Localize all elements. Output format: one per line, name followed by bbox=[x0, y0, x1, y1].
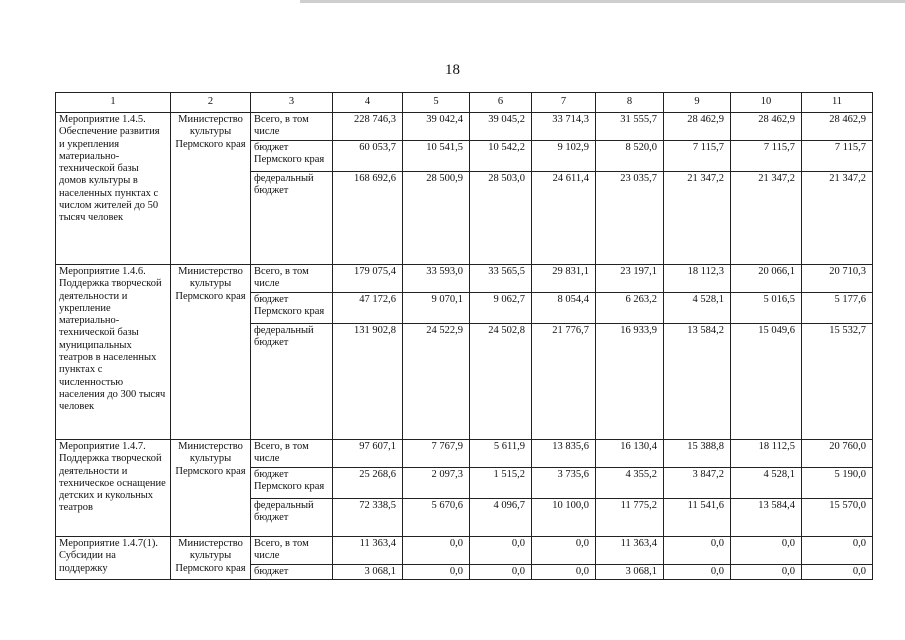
amount-cell: 0,0 bbox=[532, 565, 596, 580]
amount-cell: 7 115,7 bbox=[664, 141, 731, 172]
amount-cell: 179 075,4 bbox=[333, 265, 403, 293]
funding-source-cell: Всего, в том числе bbox=[251, 265, 333, 293]
amount-cell: 4 096,7 bbox=[470, 499, 532, 537]
amount-cell: 3 068,1 bbox=[596, 565, 664, 580]
amount-cell: 9 062,7 bbox=[470, 293, 532, 324]
activity-name-cell: Мероприятие 1.4.7. Поддержка творческой деятельности и техническое оснащение детских и кукольных театров bbox=[56, 440, 171, 537]
amount-cell: 0,0 bbox=[802, 537, 873, 565]
amount-cell: 9 102,9 bbox=[532, 141, 596, 172]
amount-cell: 13 835,6 bbox=[532, 440, 596, 468]
budget-table bbox=[55, 92, 873, 580]
amount-cell: 11 775,2 bbox=[596, 499, 664, 537]
amount-cell: 39 045,2 bbox=[470, 113, 532, 141]
column-header: 11 bbox=[802, 93, 873, 113]
table-row bbox=[56, 265, 873, 293]
amount-cell: 20 710,3 bbox=[802, 265, 873, 293]
funding-source-cell: бюджет Пермского края bbox=[251, 141, 333, 172]
amount-cell: 20 760,0 bbox=[802, 440, 873, 468]
amount-cell: 5 611,9 bbox=[470, 440, 532, 468]
executor-cell: Министерство культуры Пермского края bbox=[171, 537, 251, 580]
amount-cell: 0,0 bbox=[403, 537, 470, 565]
table-row bbox=[56, 537, 873, 565]
executor-cell: Министерство культуры Пермского края bbox=[171, 113, 251, 265]
funding-source-cell: федеральный бюджет bbox=[251, 324, 333, 440]
activity-name-cell: Мероприятие 1.4.6. Поддержка творческой деятельности и укрепление материально-технической базы муниципальных театров в населенных пунктах с численностью населения до 300 тысяч человек bbox=[56, 265, 171, 440]
column-header: 1 bbox=[56, 93, 171, 113]
column-header: 8 bbox=[596, 93, 664, 113]
amount-cell: 0,0 bbox=[731, 537, 802, 565]
amount-cell: 4 528,1 bbox=[664, 293, 731, 324]
amount-cell: 5 190,0 bbox=[802, 468, 873, 499]
column-header: 6 bbox=[470, 93, 532, 113]
amount-cell: 23 197,1 bbox=[596, 265, 664, 293]
amount-cell: 7 115,7 bbox=[731, 141, 802, 172]
amount-cell: 23 035,7 bbox=[596, 172, 664, 265]
column-header: 2 bbox=[171, 93, 251, 113]
amount-cell: 8 520,0 bbox=[596, 141, 664, 172]
table-row bbox=[56, 113, 873, 141]
column-header: 4 bbox=[333, 93, 403, 113]
funding-source-cell: бюджет bbox=[251, 565, 333, 580]
amount-cell: 10 542,2 bbox=[470, 141, 532, 172]
amount-cell: 33 565,5 bbox=[470, 265, 532, 293]
amount-cell: 21 347,2 bbox=[802, 172, 873, 265]
amount-cell: 11 363,4 bbox=[596, 537, 664, 565]
amount-cell: 5 016,5 bbox=[731, 293, 802, 324]
page-number: 18 bbox=[445, 62, 460, 78]
amount-cell: 10 100,0 bbox=[532, 499, 596, 537]
amount-cell: 168 692,6 bbox=[333, 172, 403, 265]
executor-cell: Министерство культуры Пермского края bbox=[171, 265, 251, 440]
amount-cell: 6 263,2 bbox=[596, 293, 664, 324]
amount-cell: 97 607,1 bbox=[333, 440, 403, 468]
funding-source-cell: Всего, в том числе bbox=[251, 537, 333, 565]
amount-cell: 2 097,3 bbox=[403, 468, 470, 499]
funding-source-cell: Всего, в том числе bbox=[251, 440, 333, 468]
amount-cell: 28 500,9 bbox=[403, 172, 470, 265]
amount-cell: 13 584,4 bbox=[731, 499, 802, 537]
amount-cell: 7 767,9 bbox=[403, 440, 470, 468]
amount-cell: 3 847,2 bbox=[664, 468, 731, 499]
amount-cell: 16 933,9 bbox=[596, 324, 664, 440]
amount-cell: 1 515,2 bbox=[470, 468, 532, 499]
amount-cell: 0,0 bbox=[470, 565, 532, 580]
amount-cell: 31 555,7 bbox=[596, 113, 664, 141]
amount-cell: 21 347,2 bbox=[731, 172, 802, 265]
amount-cell: 0,0 bbox=[532, 537, 596, 565]
funding-source-cell: Всего, в том числе bbox=[251, 113, 333, 141]
amount-cell: 0,0 bbox=[470, 537, 532, 565]
amount-cell: 3 068,1 bbox=[333, 565, 403, 580]
executor-cell: Министерство культуры Пермского края bbox=[171, 440, 251, 537]
funding-source-cell: бюджет Пермского края bbox=[251, 293, 333, 324]
amount-cell: 72 338,5 bbox=[333, 499, 403, 537]
amount-cell: 21 776,7 bbox=[532, 324, 596, 440]
amount-cell: 15 532,7 bbox=[802, 324, 873, 440]
amount-cell: 28 503,0 bbox=[470, 172, 532, 265]
amount-cell: 20 066,1 bbox=[731, 265, 802, 293]
amount-cell: 15 570,0 bbox=[802, 499, 873, 537]
amount-cell: 18 112,3 bbox=[664, 265, 731, 293]
amount-cell: 5 177,6 bbox=[802, 293, 873, 324]
table-row bbox=[56, 440, 873, 468]
amount-cell: 11 541,6 bbox=[664, 499, 731, 537]
amount-cell: 60 053,7 bbox=[333, 141, 403, 172]
funding-source-cell: федеральный бюджет bbox=[251, 172, 333, 265]
amount-cell: 5 670,6 bbox=[403, 499, 470, 537]
amount-cell: 0,0 bbox=[664, 565, 731, 580]
amount-cell: 33 593,0 bbox=[403, 265, 470, 293]
amount-cell: 4 528,1 bbox=[731, 468, 802, 499]
amount-cell: 24 502,8 bbox=[470, 324, 532, 440]
amount-cell: 25 268,6 bbox=[333, 468, 403, 499]
amount-cell: 21 347,2 bbox=[664, 172, 731, 265]
amount-cell: 24 522,9 bbox=[403, 324, 470, 440]
amount-cell: 39 042,4 bbox=[403, 113, 470, 141]
amount-cell: 29 831,1 bbox=[532, 265, 596, 293]
column-header: 7 bbox=[532, 93, 596, 113]
amount-cell: 16 130,4 bbox=[596, 440, 664, 468]
amount-cell: 9 070,1 bbox=[403, 293, 470, 324]
amount-cell: 13 584,2 bbox=[664, 324, 731, 440]
amount-cell: 3 735,6 bbox=[532, 468, 596, 499]
amount-cell: 10 541,5 bbox=[403, 141, 470, 172]
column-header: 5 bbox=[403, 93, 470, 113]
scan-top-edge bbox=[300, 0, 905, 3]
amount-cell: 8 054,4 bbox=[532, 293, 596, 324]
amount-cell: 131 902,8 bbox=[333, 324, 403, 440]
column-header: 9 bbox=[664, 93, 731, 113]
amount-cell: 0,0 bbox=[403, 565, 470, 580]
amount-cell: 28 462,9 bbox=[664, 113, 731, 141]
amount-cell: 28 462,9 bbox=[802, 113, 873, 141]
amount-cell: 4 355,2 bbox=[596, 468, 664, 499]
activity-name-cell: Мероприятие 1.4.5. Обеспечение развития и укрепления материально-технической базы домов культуры в населенных пунктах с числом жителей до 50 тысяч человек bbox=[56, 113, 171, 265]
amount-cell: 24 611,4 bbox=[532, 172, 596, 265]
amount-cell: 0,0 bbox=[731, 565, 802, 580]
amount-cell: 15 049,6 bbox=[731, 324, 802, 440]
column-header: 10 bbox=[731, 93, 802, 113]
amount-cell: 7 115,7 bbox=[802, 141, 873, 172]
funding-source-cell: федеральный бюджет bbox=[251, 499, 333, 537]
activity-name-cell: Мероприятие 1.4.7(1). Субсидии на поддержку bbox=[56, 537, 171, 580]
column-header: 3 bbox=[251, 93, 333, 113]
amount-cell: 18 112,5 bbox=[731, 440, 802, 468]
amount-cell: 47 172,6 bbox=[333, 293, 403, 324]
column-header-row bbox=[56, 93, 873, 113]
amount-cell: 33 714,3 bbox=[532, 113, 596, 141]
amount-cell: 28 462,9 bbox=[731, 113, 802, 141]
amount-cell: 228 746,3 bbox=[333, 113, 403, 141]
funding-source-cell: бюджет Пермского края bbox=[251, 468, 333, 499]
amount-cell: 0,0 bbox=[802, 565, 873, 580]
amount-cell: 0,0 bbox=[664, 537, 731, 565]
amount-cell: 15 388,8 bbox=[664, 440, 731, 468]
amount-cell: 11 363,4 bbox=[333, 537, 403, 565]
